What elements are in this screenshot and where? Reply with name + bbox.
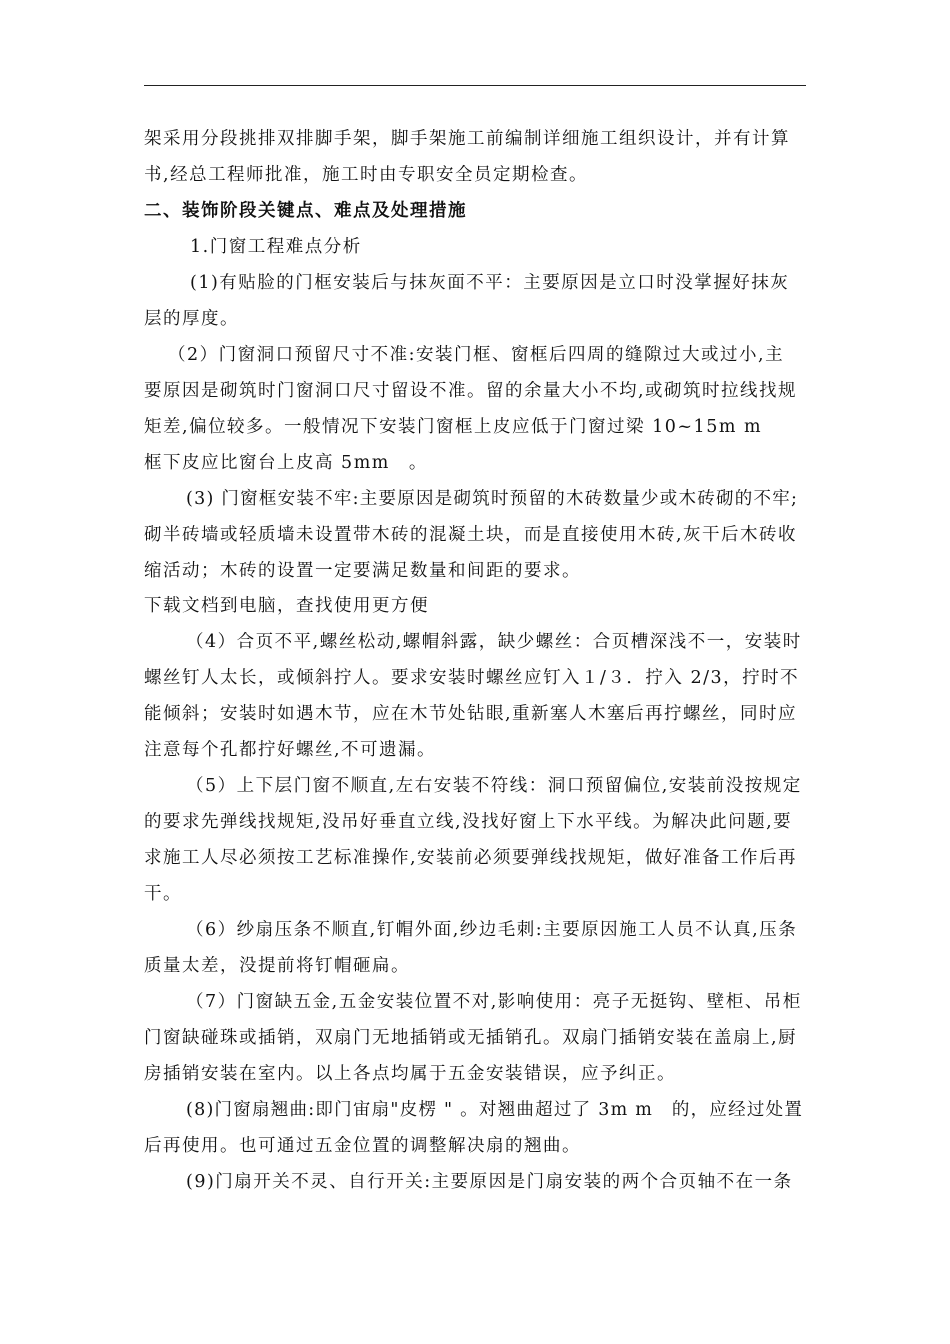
body-line: 房插销安装在室内。以上各点均属于五金安装错误，应予纠正。 xyxy=(144,1064,676,1084)
body-line: 能倾斜；安装时如遇木节，应在木节处钻眼,重新塞人木塞后再拧螺丝，同时应 xyxy=(144,704,798,724)
body-line: 门窗缺碰珠或插销，双扇门无地插销或无插销孔。双扇门插销安装在盖扇上,厨 xyxy=(144,1028,798,1048)
body-line: 层的厚度。 xyxy=(144,309,239,329)
body-line: （7）门窗缺五金,五金安装位置不对,影响使用：亮子无挺钩、壁柜、吊柜 xyxy=(186,992,802,1012)
body-line: 求施工人尽必须按工艺标准操作,安装前必须要弹线找规矩，做好准备工作后再 xyxy=(144,848,798,868)
body-line: 后再使用。也可通过五金位置的调整解决扇的翘曲。 xyxy=(144,1136,581,1156)
body-line: （4）合页不平,螺丝松动,螺帽斜露，缺少螺丝：合页槽深浅不一，安装时 xyxy=(186,632,802,652)
body-line: (1)有贴脸的门框安装后与抹灰面不平：主要原因是立口时没掌握好抹灰 xyxy=(190,273,790,293)
body-line: 书,经总工程师批准，施工时由专职安全员定期检查。 xyxy=(144,165,589,185)
download-notice: 下载文档到电脑，查找使用更方便 xyxy=(144,596,429,616)
body-line: 螺丝钉人太长，或倾斜拧人。要求安装时螺丝应钉入１/３．拧入 2/3，拧时不 xyxy=(144,668,800,688)
body-line: （5）上下层门窗不顺直,左右安装不符线：洞口预留偏位,安装前没按规定 xyxy=(186,776,802,796)
body-line: （6）纱扇压条不顺直,钉帽外面,纱边毛刺:主要原因施工人员不认真,压条 xyxy=(186,920,798,940)
header-rule xyxy=(144,85,806,86)
body-line: 缩活动；木砖的设置一定要满足数量和间距的要求。 xyxy=(144,561,581,581)
body-line: 矩差,偏位较多。一般情况下安装门窗框上皮应低于门窗过梁 10~15m m xyxy=(144,417,763,437)
body-line: 框下皮应比窗台上皮高 5mm 。 xyxy=(144,453,428,473)
body-line: (3) 门窗框安装不牢:主要原因是砌筑时预留的木砖数量少或木砖砌的不牢; xyxy=(186,489,799,509)
body-line: 质量太差，没提前将钉帽砸扁。 xyxy=(144,956,410,976)
body-line: 架采用分段挑排双排脚手架，脚手架施工前编制详细施工组织设计，并有计算 xyxy=(144,129,790,149)
body-line: 的要求先弹线找规矩,没吊好垂直立线,没找好窗上下水平线。为解决此问题,要 xyxy=(144,812,793,832)
body-line: 砌半砖墙或轻质墙未设置带木砖的混凝土块，而是直接使用木砖,灰干后木砖收 xyxy=(144,525,798,545)
section-heading: 二、装饰阶段关键点、难点及处理措施 xyxy=(144,201,467,221)
body-line: (8)门窗扇翘曲:即门宙扇"皮楞 " 。对翘曲超过了 3m m 的，应经过处置 xyxy=(186,1100,804,1120)
subsection-heading: 1.门窗工程难点分析 xyxy=(190,237,362,257)
body-line: 干。 xyxy=(144,884,182,904)
body-line: 要原因是砌筑时门窗洞口尺寸留设不准。留的余量大小不均,或砌筑时拉线找规 xyxy=(144,381,798,401)
body-line: （2）门窗洞口预留尺寸不准:安装门框、窗框后四周的缝隙过大或过小,主 xyxy=(168,345,785,365)
body-line: 注意每个孔都拧好螺丝,不可遗漏。 xyxy=(144,740,437,760)
body-line: (9)门扇开关不灵、自行开关:主要原因是门扇安装的两个合页轴不在一条 xyxy=(186,1172,793,1192)
